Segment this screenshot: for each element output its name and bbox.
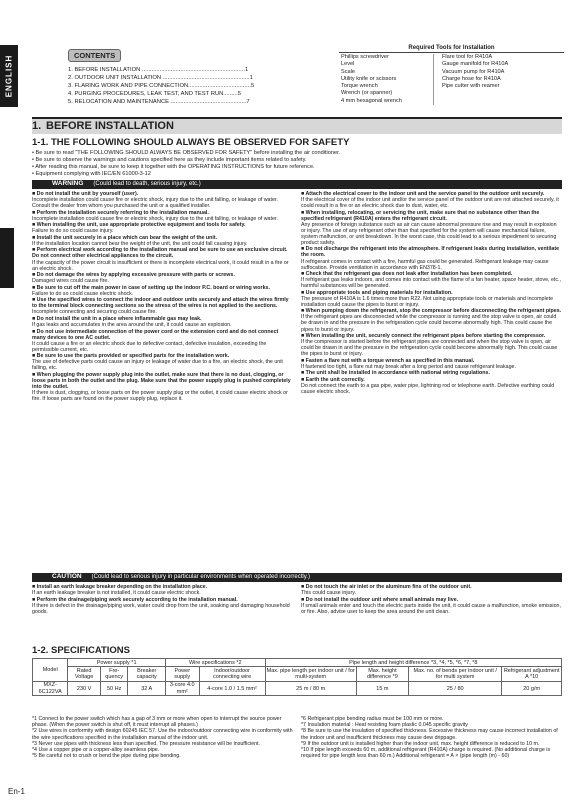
- safety-item: [301, 597, 562, 615]
- safety-item-title: ■ When plugging the power supply plug into the outlet, make sure that there is no dust, clogging, or loose parts in both the outlet and the plug. Make sure that the power supply plug is pushed completely into the outlet.: [32, 372, 291, 390]
- safety-item-text: If an earth leakage breaker is not installed, it could cause electric shock.: [32, 590, 201, 597]
- table-cell: 230 V: [68, 681, 100, 696]
- safety-item-text: If the compressor is started before the refrigerant pipes are connected and when the stop valve is open, air could be drawn in and the pressure in the refrigeration cycle could become abnormally high. This could cause the pipes to burst or injury.: [301, 339, 558, 358]
- safety-item-text: If there is defect in the drainage/piping work, water could drop from the unit, soaking and damaging household goods.: [32, 602, 290, 615]
- bullet-item: • After reading this manual, be sure to keep it together with the OPERATING INSTRUCTIONS for future reference.: [32, 164, 340, 171]
- safety-item-text: Damaged wires could cause fire.: [32, 278, 109, 285]
- table-row: [33, 681, 562, 696]
- safety-item-title: ■ Attach the electrical cover to the indoor unit and the service panel to the outdoor unit securely.: [301, 191, 544, 197]
- safety-item: [301, 191, 562, 209]
- safety-item-title: ■ Use appropriate tools and piping materials for installation.: [301, 290, 453, 296]
- bullet-item: • Be sure to read "THE FOLLOWING SHOULD ALWAYS BE OBSERVED FOR SAFETY" before installing the air conditioner.: [32, 150, 340, 157]
- safety-item: [32, 597, 293, 615]
- safety-item-title: ■ Check that the refrigerant gas does not leak after installation has been completed.: [301, 271, 512, 277]
- specifications-heading: 1-2. SPECIFICATIONS: [32, 645, 131, 656]
- warning-right-column: [301, 191, 562, 403]
- contents-item[interactable]: 5. RELOCATION AND MAINTENANCE ...............................................7: [68, 99, 250, 105]
- safety-item-title: ■ Earth the unit correctly.: [301, 377, 365, 383]
- safety-item-text: If fastened too tight, a flare nut may break after a long period and cause refrigerant leakage.: [301, 363, 516, 370]
- safety-item: [32, 191, 293, 209]
- caution-desc: (Could lead to serious injury in particular environments when operated incorrectly.): [91, 574, 310, 580]
- table-cell: MXZ-6C122VA: [33, 681, 68, 696]
- safety-item-title: ■ Be sure to cut off the main power in case of setting up the indoor P.C. board or wiring works.: [32, 285, 270, 291]
- safety-item-title: ■ Use the specified wires to connect the indoor and outdoor units securely and attach the wires firmly to the terminal block connecting sections so the stress of the wires is not applied to the sections.: [32, 297, 289, 309]
- table-header: Max. height difference *9: [356, 667, 408, 682]
- safety-item-title: ■ Do not install the unit by yourself (user).: [32, 191, 138, 197]
- warning-header: [32, 180, 562, 189]
- tools-title: Required Tools for Installation: [339, 45, 564, 53]
- safety-item-title: ■ Be sure to use the parts provided or specified parts for the installation work.: [32, 353, 229, 359]
- safety-item-text: The pressure of R410A is 1.6 times more than R22. Not using appropriate tools or materials and incomplete installation could cause the pipes to burst or injury.: [301, 295, 554, 308]
- table-header: Model: [33, 659, 68, 682]
- safety-item-text: If the electrical cover of the indoor unit and/or the service panel of the outdoor unit are not attached securely, it could result in a fire or an electric shock due to dust, water, etc.: [301, 197, 559, 210]
- safety-item: [301, 271, 562, 289]
- safety-item-title: ■ Perform the drainage/piping work securely according to the installation manual.: [32, 597, 238, 603]
- safety-item-title: ■ Do not install the outdoor unit where small animals may live.: [301, 597, 458, 603]
- warning-desc: (Could lead to death, serious injury, etc.): [93, 181, 201, 187]
- section-title: BEFORE INSTALLATION: [46, 120, 174, 132]
- tool-item: Charge hose for R410A: [442, 75, 501, 82]
- table-header: Breaker capacity: [128, 667, 165, 682]
- tool-item: Torque wrench: [341, 83, 378, 90]
- safety-item: [301, 308, 562, 332]
- safety-item: [32, 235, 293, 247]
- safety-item-title: ■ Do not touch the air inlet or the aluminum fins of the outdoor unit.: [301, 584, 472, 590]
- safety-item-text: If the capacity of the power circuit is insufficient or there is incomplete electrical work, it could result in a fire or an electric shock.: [32, 259, 289, 272]
- safety-item-text: It could cause a fire or an electric shock due to defective contact, defective insulation, exceeding the permissible current, etc.: [32, 340, 267, 353]
- tools-right: [442, 54, 508, 105]
- footnote: *2 Use wires in conformity with design 60245 IEC 57. Use the indoor/outdoor connecting wire in conformity with the wire specifications specified in the installation manual of the indoor unit.: [32, 728, 293, 741]
- footnotes-right: [301, 716, 562, 759]
- table-cell: 20 g/m: [502, 681, 562, 696]
- tool-item: Flare tool for R410A: [442, 54, 493, 60]
- safety-item-text: Any presence of foreign substance such as air can cause abnormal pressure rise and may result in explosion or injury. The use of any refrigerant other than that specified for the system will cause mechanical failure, system malfunction, or unit breakdown. In the worst case, this could lead to a serious impediment to securing product safety.: [301, 221, 557, 246]
- safety-item: [32, 372, 293, 402]
- bullet-item: • Equipment complying with IEC/EN 61000-3-12: [32, 171, 340, 178]
- safety-item-text: If the refrigerant pipes are disconnected while the compressor is running and the stop valve is open, air could be drawn in and the pressure in the refrigeration cycle could become abnormally high. This could cause the pipes to burst or injury.: [301, 314, 557, 333]
- table-header: Power supply *1: [68, 659, 166, 667]
- safety-item-text: If there is dust, clogging, or loose parts on the power supply plug or the outlet, it could cause electric shock or fire. If loose parts are found on the power supply plug, replace it.: [32, 390, 288, 403]
- safety-item: [32, 222, 293, 234]
- safety-item: [301, 333, 562, 357]
- table-cell: 15 m: [356, 681, 408, 696]
- contents-item[interactable]: 1. BEFORE INSTALLATION ................................................................1: [68, 67, 249, 73]
- warning-label: WARNING: [52, 180, 84, 187]
- table-cell: 50 Hz: [100, 681, 128, 696]
- safety-item-title: ■ Perform electrical work according to the installation manual and be sure to use an exclusive circuit. Do not connect other electrical appliances to the circuit.: [32, 247, 287, 259]
- table-header: Refrigerant adjustment A *10: [502, 667, 562, 682]
- footnote: *3 Never use pipes with thickness less than specified. The pressure resistance will be insufficient.: [32, 740, 260, 747]
- safety-item: [301, 377, 562, 395]
- footnotes: [32, 716, 562, 759]
- caution-label: CAUTION: [52, 573, 82, 580]
- safety-item-title: ■ When pumping down the refrigerant, stop the compressor before disconnecting the refrigerant pipes.: [301, 308, 561, 314]
- table-header: Fre-quency: [100, 667, 128, 682]
- section-heading: [32, 117, 562, 134]
- caution-header: [32, 573, 562, 582]
- safety-item-text: Incomplete installation could cause fire or electric shock, injury due to the unit falling, or leakage of water. Consult the dealer from whom you purchased the unit or a qualified installer.: [32, 197, 278, 210]
- safety-item: [32, 297, 293, 315]
- safety-item-title: ■ Fasten a flare nut with a torque wrench as specified in this manual.: [301, 358, 474, 364]
- safety-item: [32, 272, 293, 284]
- safety-item-title: ■ When installing the unit, use appropriate protective equipment and tools for safety.: [32, 222, 246, 228]
- safety-item-text: Failure to do so could cause electric shock.: [32, 290, 134, 297]
- tool-item: 4 mm hexagonal wrench: [341, 97, 402, 104]
- contents-item[interactable]: 3. FLARING WORK AND PIPE CONNECTION.......................................5: [68, 83, 255, 89]
- required-tools-box: [339, 45, 564, 105]
- footnotes-left: [32, 716, 293, 759]
- page-number: En-1: [8, 787, 25, 796]
- intro-bullets: [32, 150, 340, 178]
- safety-item-title: ■ The unit shall be installed in accordance with national wiring regulations.: [301, 370, 490, 376]
- footnote: *5 Be careful not to crush or bend the pipe during pipe bending.: [32, 753, 181, 760]
- safety-item-text: Do not connect the earth to a gas pipe, water pipe, lightning rod or telephone earth. Defective earthing could cause electric shock.: [301, 382, 555, 395]
- safety-item-title: ■ Install the unit securely in a place which can bear the weight of the unit.: [32, 235, 217, 241]
- specifications-table: [32, 658, 562, 696]
- footnote: *4 Use a copper pipe or a copper-alloy seamless pipe.: [32, 747, 160, 754]
- table-header: Wire specifications *2: [165, 659, 265, 667]
- table-header: Rated Voltage: [68, 667, 100, 682]
- footnote: *6 Refrigerant pipe bending radius must be 100 mm or more.: [301, 716, 444, 722]
- language-label: ENGLISH: [4, 54, 14, 98]
- safety-item: [301, 584, 562, 596]
- tool-item: Pipe cutter with reamer: [442, 83, 500, 90]
- safety-item-text: This could cause injury.: [301, 590, 356, 597]
- footnote: *7 Insulation material : Heat resisting foam plastic 0.045 specific gravity: [301, 722, 468, 729]
- safety-item-text: Incomplete connecting and securing could cause fire.: [32, 309, 157, 316]
- safety-item-text: Incomplete installation could cause fire or electric shock, injury due to the unit falling, or leakage of water.: [32, 215, 278, 222]
- safety-item-text: If refrigerant comes in contact with a fire, harmful gas could be generated. Refrigerant leakage may cause suffocation. Provide ventilation in accordance with EN378-1.: [301, 258, 549, 271]
- caution-left-column: [32, 584, 293, 615]
- safety-item: [301, 358, 562, 370]
- safety-item: [301, 370, 562, 376]
- contents-title: CONTENTS: [68, 49, 121, 62]
- safety-item-text: If refrigerant gas leaks indoors, and comes into contact with the flame of a fan heater, space heater, stove, etc., harmful substances will be generated.: [301, 277, 561, 290]
- footnote: *10 If pipe length exceeds 60 m, additional refrigerant (R410A) charge is required. (No additional charge is required for pipe length less than 60 m.) Additional refrigerant = A × (pipe length (m) - 60): [301, 747, 551, 760]
- footnote: *9 If the outdoor unit is installed higher than the indoor unit, max. height difference is reduced to 10 m.: [301, 740, 540, 747]
- safety-item-title: ■ When installing the unit, securely connect the refrigerant pipes before starting the compressor.: [301, 333, 545, 339]
- table-cell: 3-core 4.0 mm²: [165, 681, 199, 696]
- safety-item: [32, 329, 293, 353]
- tool-item: Gauge manifold for R410A: [442, 61, 509, 68]
- safety-item: [32, 316, 293, 328]
- caution-columns: [32, 584, 562, 615]
- safety-item: [32, 584, 293, 596]
- section-marker: [0, 228, 14, 288]
- safety-item-text: Failure to do so could cause injury.: [32, 228, 114, 235]
- safety-item-title: ■ Perform the installation securely referring to the installation manual.: [32, 210, 209, 216]
- safety-item: [301, 246, 562, 270]
- safety-item-text: If small animals enter and touch the electric parts inside the unit, it could cause a malfunction, smoke emission, or fire. Also, advise user to keep the area around the unit clean.: [301, 602, 561, 615]
- safety-item-title: ■ Do not use intermediate connection of the power cord or the extension cord and do not connect many devices to one AC outlet.: [32, 329, 278, 341]
- bullet-item: • Be sure to observe the warnings and cautions specified here as they include important items related to safety.: [32, 157, 340, 164]
- footnote: *1 Connect to the power switch which has a gap of 3 mm or more when open to interrupt the source power phase. (When the power switch is shut off, it must interrupt all phases.): [32, 716, 282, 729]
- table-cell: 32 A: [128, 681, 165, 696]
- table-header: Pipe length and height difference *3, *4, *5, *6, *7, *8: [265, 659, 561, 667]
- table-cell: 25 m / 80 m: [265, 681, 356, 696]
- warning-left-column: [32, 191, 293, 403]
- footnote: *8 Be sure to use the insulation of specified thickness. Excessive thickness may cause incorrect installation of the indoor unit and insufficient thickness may cause dew drippage.: [301, 728, 558, 741]
- safety-item-text: The use of defective parts could cause an injury or leakage of water due to a fire, an electric shock, the unit falling, etc.: [32, 359, 283, 372]
- safety-item-title: ■ Do not install the unit in a place where inflammable gas may leak.: [32, 316, 202, 322]
- safety-item: [32, 353, 293, 371]
- tool-item: Utility knife or scissors: [341, 75, 397, 82]
- warning-columns: [32, 191, 562, 403]
- safety-item-text: If the installation location cannot bear the weight of the unit, the unit could fall causing injury.: [32, 240, 248, 247]
- tool-item: Scale: [341, 68, 355, 75]
- safety-item-title: ■ Do not damage the wires by applying excessive pressure with parts or screws.: [32, 272, 235, 278]
- tool-item: Level: [341, 61, 355, 68]
- section-number: 1.: [32, 120, 42, 132]
- safety-item-text: If gas leaks and accumulates in the area around the unit, it could cause an explosion.: [32, 321, 232, 328]
- caution-right-column: [301, 584, 562, 615]
- table-header: Indoor/outdoor connecting wire: [199, 667, 265, 682]
- safety-item: [32, 285, 293, 297]
- tool-item: Phillips screwdriver: [341, 54, 389, 60]
- tools-left: [339, 54, 434, 105]
- contents-list: [68, 66, 280, 106]
- contents-item[interactable]: 2. OUTDOOR UNIT INSTALLATION ......................................................1: [68, 75, 253, 81]
- safety-item-title: ■ Install an earth leakage breaker depending on the installation place.: [32, 584, 207, 590]
- tool-item: Wrench (or spanner): [341, 90, 393, 97]
- safety-item: [32, 210, 293, 222]
- table-cell: 4-core 1.0 / 1.5 mm²: [199, 681, 265, 696]
- safety-item: [32, 247, 293, 271]
- contents-item[interactable]: 4. PURGING PROCEDURES, LEAK TEST, AND TEST RUN.........5: [68, 91, 241, 97]
- table-header: Power supply: [165, 667, 199, 682]
- tool-item: Vacuum pump for R410A: [442, 68, 505, 75]
- table-header: Max. pipe length per indoor unit / for multi-system: [266, 667, 355, 681]
- table-header: Max. no. of bends per indoor unit / for multi system: [409, 667, 502, 682]
- safety-item-title: ■ When installing, relocating, or servicing the unit, make sure that no substance other than the specified refrigerant (R410A) enters the refrigerant circuit.: [301, 210, 539, 222]
- contents-box: [68, 45, 280, 105]
- subsection-safety-heading: 1-1. THE FOLLOWING SHOULD ALWAYS BE OBSERVED FOR SAFETY: [32, 137, 350, 148]
- safety-item-title: ■ Do not discharge the refrigerant into the atmosphere. If refrigerant leaks during installation, ventilate the room.: [301, 246, 559, 258]
- safety-item: [301, 290, 562, 308]
- table-cell: 25 / 80: [409, 681, 502, 696]
- language-tab: [0, 45, 18, 107]
- safety-item: [301, 210, 562, 246]
